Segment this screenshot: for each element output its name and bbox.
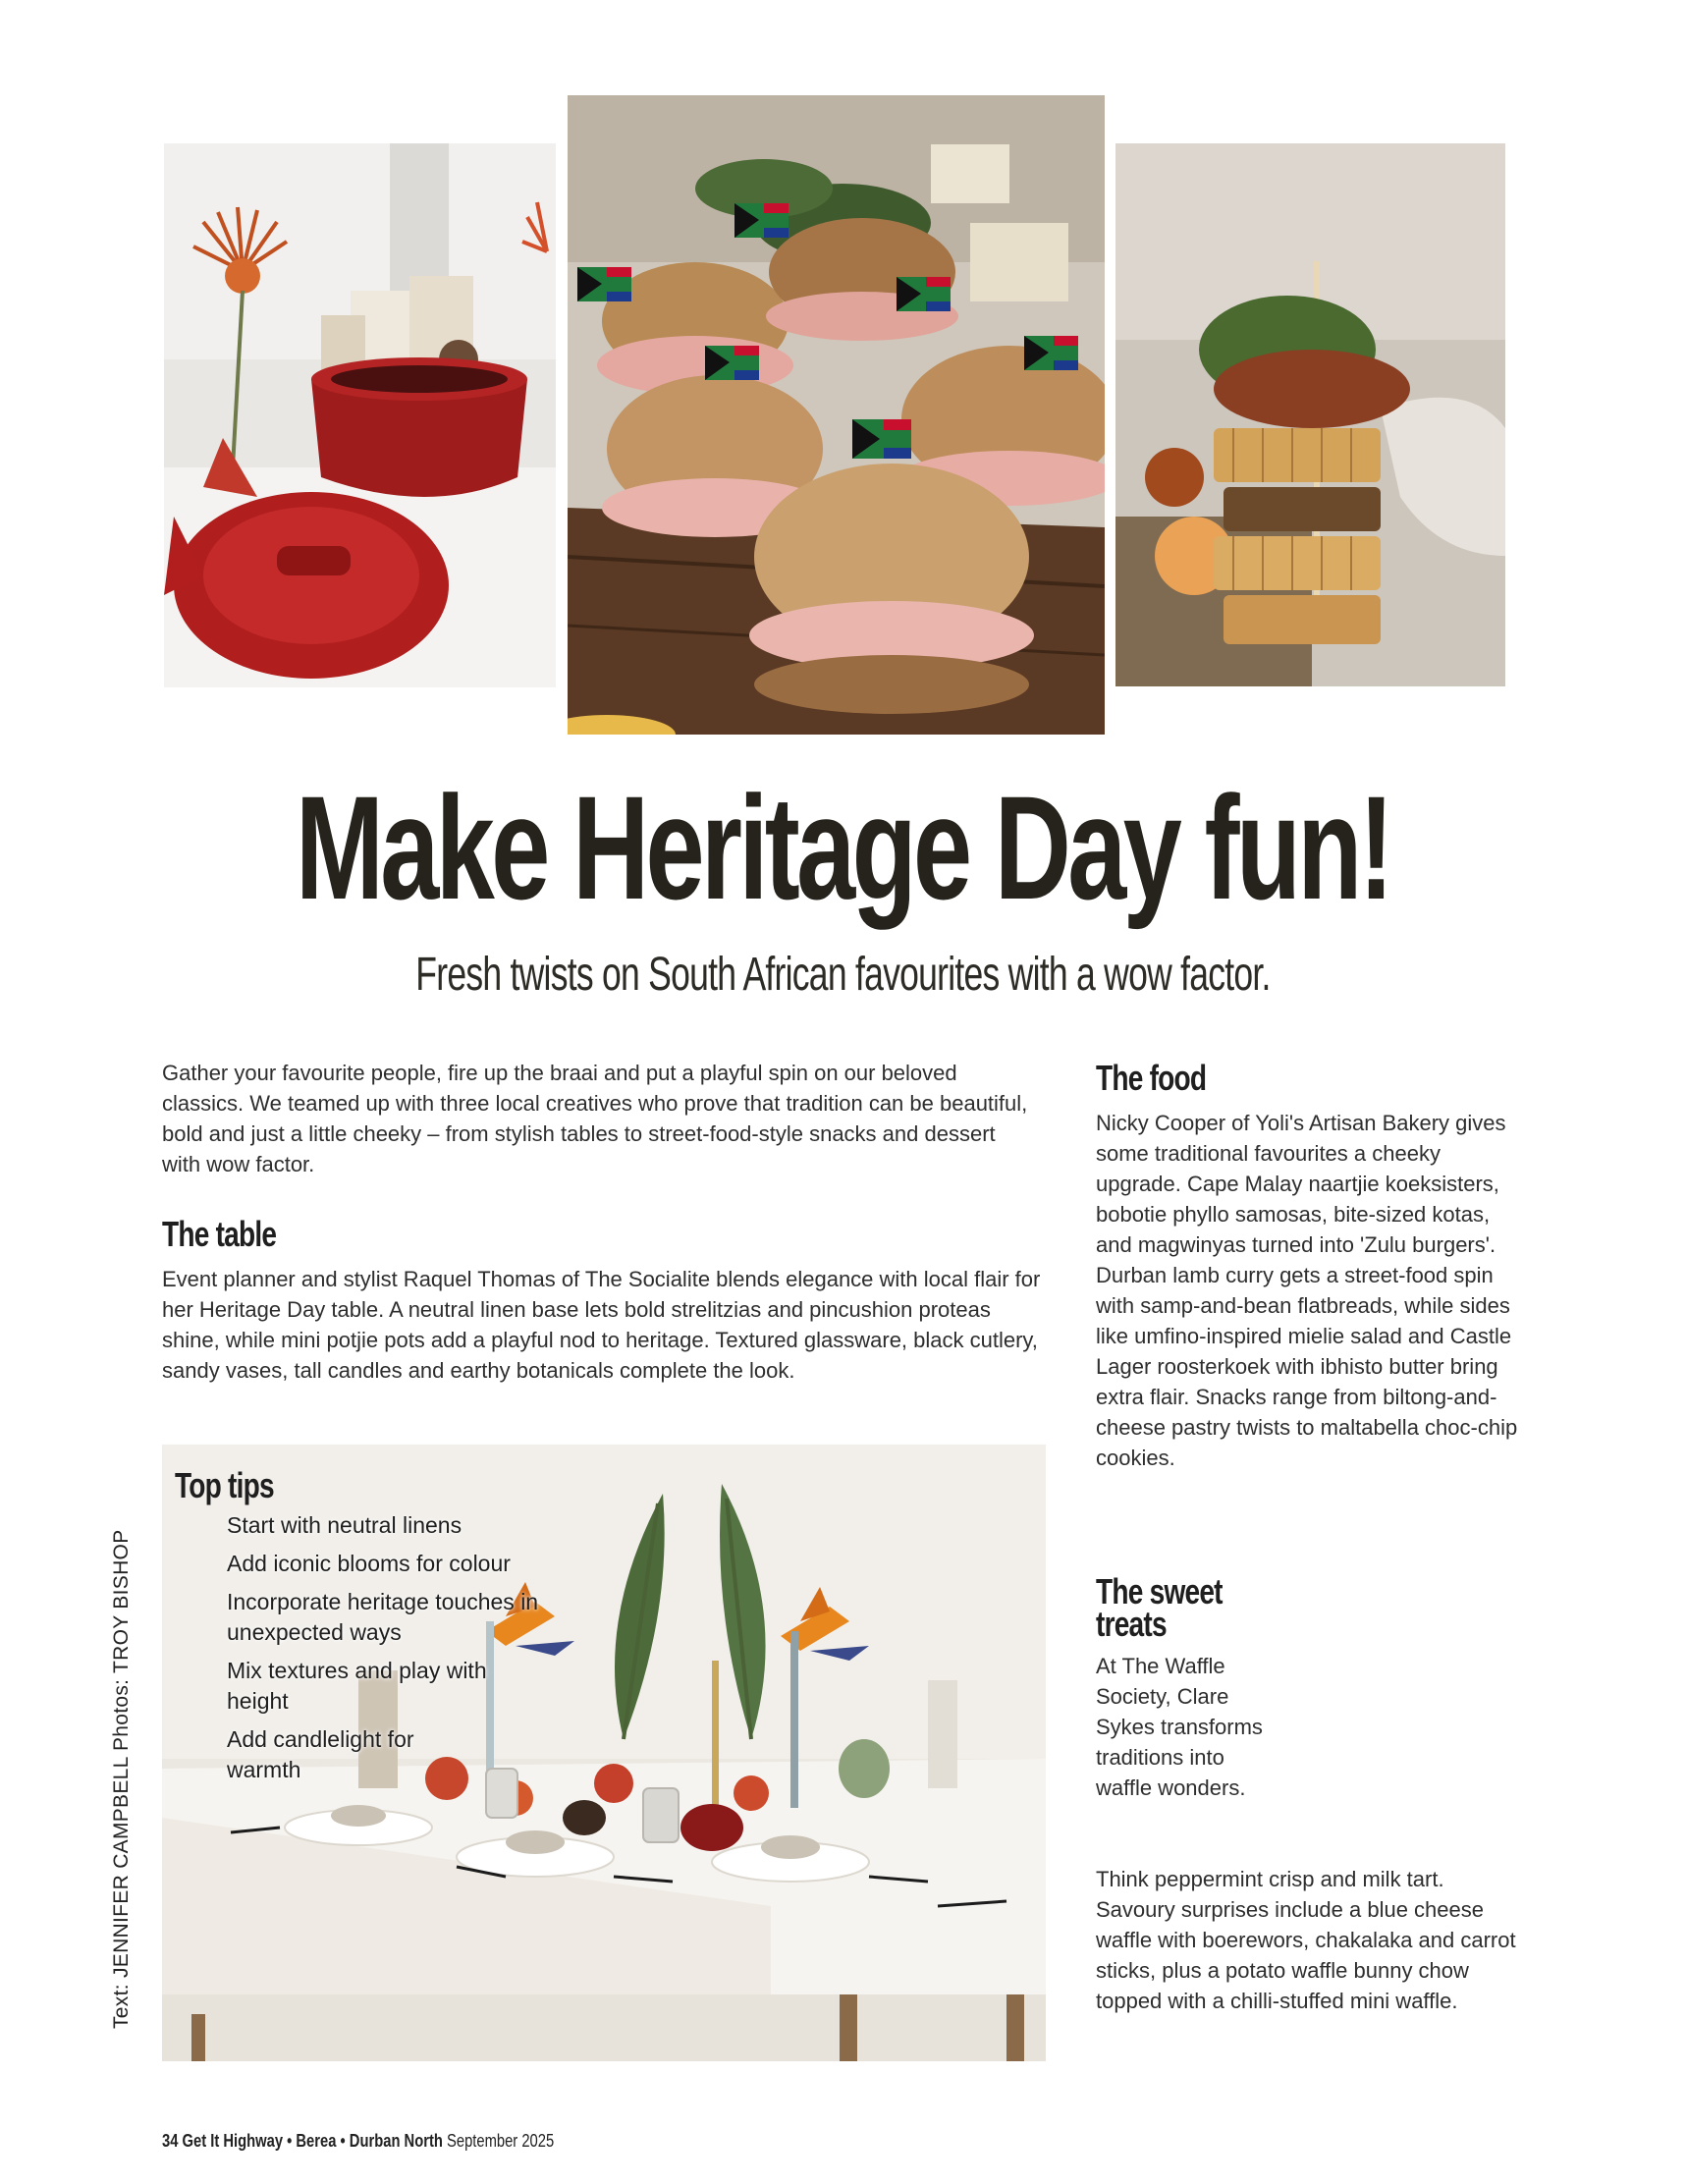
tip-item: Add iconic blooms for colour <box>227 1551 511 1576</box>
top-tips-title: Top tips <box>175 1465 274 1505</box>
sweet-section-heading-line1: The sweet <box>1096 1571 1223 1611</box>
sweet-section-heading-line2: treats <box>1096 1604 1167 1644</box>
tip-item: Start with neutral linens <box>227 1512 462 1538</box>
table-section-body: Event planner and stylist Raquel Thomas of The Socialite blends elegance with local flair for her Heritage Day table. A neutral linen base lets bold strelitzias and pincushion proteas shine, while mini potjie pots add a playful nod to heritage. Textured glassware, black cutlery, sandy vases, tall candles and earthy botanicals complete the look. <box>162 1267 1041 1383</box>
mini-burgers-photo <box>568 95 1105 735</box>
footer-publication: 34 Get It Highway • Berea • Durban North <box>162 2131 443 2151</box>
headline: Make Heritage Day fun! <box>295 765 1391 930</box>
intro-paragraph: Gather your favourite people, fire up the braai and put a playful spin on our beloved classics. We teamed up with three local creatives who prove that tradition can be beautiful, bold and just a little cheeky – from stylish tables to street-food-style snacks and dessert with wow factor. <box>162 1061 1028 1176</box>
top-tips-box <box>175 1465 587 1793</box>
tip-item: Incorporate heritage touches in unexpected ways <box>227 1589 539 1645</box>
sweet-section-body: Think peppermint crisp and milk tart. Savoury surprises include a blue cheese waffle with boerewors, chakalaka and carrot sticks, plus a potato waffle bunny chow topped with a chilli-stuffed mini waffle. <box>1096 1867 1516 2013</box>
footer-date: September 2025 <box>447 2131 555 2151</box>
food-section-body: Nicky Cooper of Yoli's Artisan Bakery gives some traditional favourites a cheeky upgrade. Cape Malay naartjie koeksisters, bobotie phyllo samosas, bite-sized kotas, and magwinyas turned into 'Zulu burgers'. Durban lamb curry gets a street-food spin with samp-and-bean flatbreads, while sides like umfino-inspired mielie salad and Castle Lager roosterkoek with ibhisto butter bring extra flair. Snacks range from biltong-and-cheese pastry twists to maltabella choc-chip cookies. <box>1096 1111 1518 1470</box>
tip-item: Add candlelight for warmth <box>227 1726 414 1782</box>
page-footer <box>162 2131 554 2152</box>
table-section-heading: The table <box>162 1214 277 1254</box>
waffle-stack-photo <box>1115 143 1505 686</box>
subheadline: Fresh twists on South African favourites with a wow factor. <box>415 949 1271 1001</box>
potjie-pot-photo <box>164 143 556 687</box>
food-section-heading: The food <box>1096 1058 1207 1098</box>
top-tips-list <box>175 1510 587 1785</box>
sweet-section-body-intro: At The Waffle Society, Clare Sykes transforms traditions into waffle wonders. <box>1096 1654 1263 1800</box>
photo-credit: Text: JENNIFER CAMPBELL Photos: TROY BISHOP <box>110 1529 133 2029</box>
tip-item: Mix textures and play with height <box>227 1658 487 1714</box>
